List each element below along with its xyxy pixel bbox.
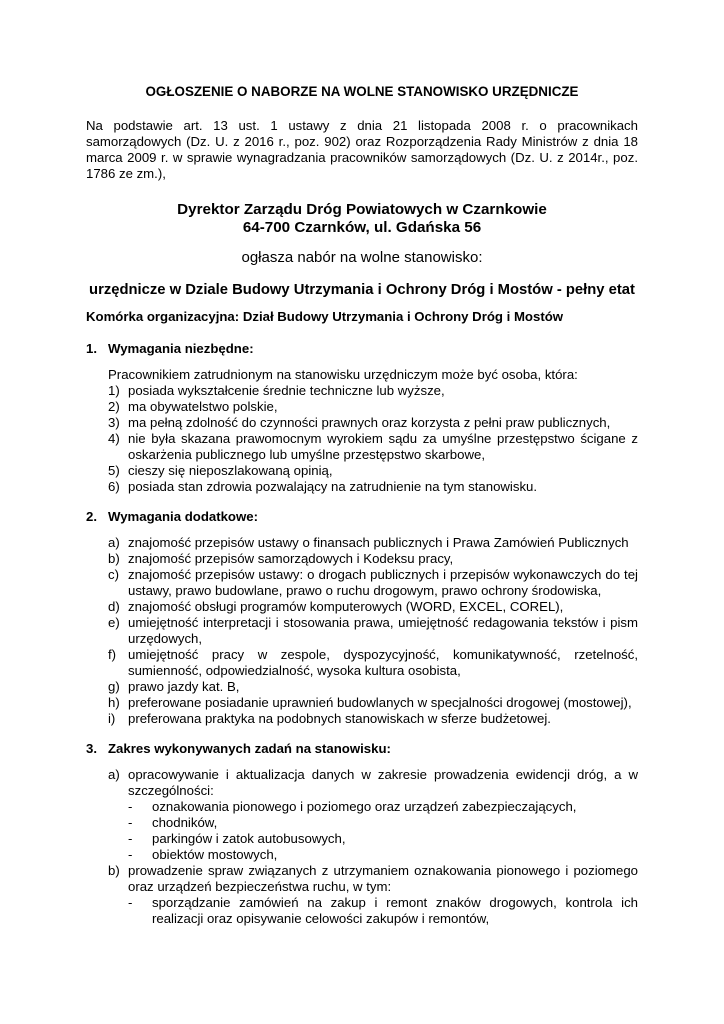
sub-list-item — [108, 815, 638, 831]
sub-list-item — [108, 847, 638, 863]
section-1-title: Wymagania niezbędne: — [108, 341, 254, 356]
list-item-text: ma pełną zdolność do czynności prawnych oraz korzysta z pełni praw publicznych, — [128, 415, 611, 430]
section-1-heading — [86, 341, 638, 357]
section-3-title: Zakres wykonywanych zadań na stanowisku: — [108, 741, 391, 756]
list-item — [108, 399, 638, 415]
list-item-text: ma obywatelstwo polskie, — [128, 399, 278, 414]
list-item — [108, 567, 638, 599]
position-title: urzędnicze w Dziale Budowy Utrzymania i Ochrony Dróg i Mostów - pełny etat — [89, 282, 635, 298]
list-marker: b) — [108, 551, 120, 566]
list-marker: 1) — [108, 383, 120, 398]
list-item — [108, 551, 638, 567]
sub-list-item-text: oznakowania pionowego i poziomego oraz urządzeń zabezpieczających, — [152, 799, 577, 814]
intro-paragraph: Na podstawie art. 13 ust. 1 ustawy z dnia 21 listopada 2008 r. o pracownikach samorządowych (Dz. U. z 2016 r., poz. 902) oraz Rozporządzenia Rady Ministrów z dnia 18 marca 2009 r. w sprawie wynagradzania pracowników samorządowych (Dz. U. z 2014r., poz. 1786 ze zm.), — [86, 118, 638, 181]
list-item — [108, 479, 638, 495]
list-item-text: preferowana praktyka na podobnych stanowiskach w sferze budżetowej. — [128, 711, 551, 726]
sub-list-item — [108, 895, 638, 927]
list-item-text: opracowywanie i aktualizacja danych w zakresie prowadzenia ewidencji dróg, a w szczególności: — [128, 767, 638, 798]
dash-marker: - — [128, 831, 133, 846]
director-block — [86, 201, 638, 237]
list-item — [108, 615, 638, 647]
sub-list-item — [108, 831, 638, 847]
dash-marker: - — [128, 799, 133, 814]
list-item — [108, 431, 638, 463]
list-marker: a) — [108, 767, 120, 782]
list-item-text: posiada wykształcenie średnie techniczne lub wyższe, — [128, 383, 445, 398]
list-item — [108, 647, 638, 679]
list-marker: 3) — [108, 415, 120, 430]
section-1-number: 1. — [86, 341, 97, 356]
list-item-text: prowadzenie spraw związanych z utrzymaniem oznakowania pionowego i poziomego oraz urządzeń bezpieczeństwa ruchu, w tym: — [128, 863, 638, 894]
list-marker: g) — [108, 679, 120, 694]
dash-marker: - — [128, 847, 133, 862]
list-item-text: znajomość przepisów ustawy: o drogach publicznych i przepisów wykonawczych do tej ustawy, prawo budowlane, prawo o ruchu drogowym, prawo ochrony środowiska, — [128, 567, 638, 598]
list-marker: 5) — [108, 463, 120, 478]
list-item-text: znajomość przepisów ustawy o finansach publicznych i Prawa Zamówień Publicznych — [128, 535, 629, 550]
list-item-text: umiejętność interpretacji i stosowania prawa, umiejętność redagowania tekstów i pism urzędowych, — [128, 615, 638, 646]
list-marker: 2) — [108, 399, 120, 414]
list-item — [108, 383, 638, 399]
announcement-line: ogłasza nabór na wolne stanowisko: — [241, 249, 483, 266]
list-item-text: posiada stan zdrowia pozwalający na zatrudnienie na tym stanowisku. — [128, 479, 538, 494]
list-item — [108, 695, 638, 711]
dash-marker: - — [128, 815, 133, 830]
sub-list-item-text: parkingów i zatok autobusowych, — [152, 831, 346, 846]
list-item-text: nie była skazana prawomocnym wyrokiem sądu za umyślne przestępstwo ścigane z oskarżenia publicznego lub umyślne przestępstwo skarbowe, — [128, 431, 638, 462]
sub-list-item-text: obiektów mostowych, — [152, 847, 278, 862]
sub-list-item-text: chodników, — [152, 815, 218, 830]
section-3-number: 3. — [86, 741, 97, 756]
list-marker: c) — [108, 567, 119, 582]
list-item-text: znajomość przepisów samorządowych i Kodeksu pracy, — [128, 551, 454, 566]
section-2-body — [86, 535, 638, 727]
list-marker: e) — [108, 615, 120, 630]
sub-list-item — [108, 799, 638, 815]
director-address: 64-700 Czarnków, ul. Gdańska 56 — [242, 219, 482, 236]
list-marker: h) — [108, 695, 120, 710]
section-1-body — [86, 367, 638, 495]
section-2-number: 2. — [86, 509, 97, 524]
list-item-text: znajomość obsługi programów komputerowych (WORD, EXCEL, COREL), — [128, 599, 564, 614]
list-item-text: prawo jazdy kat. B, — [128, 679, 240, 694]
section-2-heading — [86, 509, 638, 525]
director-name: Dyrektor Zarządu Dróg Powiatowych w Czarnkowie — [177, 201, 547, 218]
list-marker: b) — [108, 863, 120, 878]
list-marker: 4) — [108, 431, 120, 446]
section-3-heading — [86, 741, 638, 757]
list-marker: i) — [108, 711, 116, 726]
list-item — [108, 863, 638, 895]
sub-list-item-text: sporządzanie zamówień na zakup i remont znaków drogowych, kontrola ich realizacji oraz opisywanie celowości zakupów i remontów, — [152, 895, 638, 926]
list-item — [108, 767, 638, 799]
organizational-unit: Komórka organizacyjna: Dział Budowy Utrzymania i Ochrony Dróg i Mostów — [86, 309, 564, 324]
section-3-body — [86, 767, 638, 927]
document-title: OGŁOSZENIE O NABORZE NA WOLNE STANOWISKO URZĘDNICZE — [145, 84, 579, 99]
list-marker: d) — [108, 599, 120, 614]
section-1-lead: Pracownikiem zatrudnionym na stanowisku urzędniczym może być osoba, która: — [108, 367, 578, 382]
list-item — [108, 415, 638, 431]
list-item-text: cieszy się nieposzlakowaną opinią, — [128, 463, 333, 478]
list-marker: a) — [108, 535, 120, 550]
list-item-text: preferowane posiadanie uprawnień budowlanych w specjalności drogowej (mostowej), — [128, 695, 632, 710]
list-item — [108, 535, 638, 551]
list-marker: f) — [108, 647, 117, 662]
list-item — [108, 599, 638, 615]
list-marker: 6) — [108, 479, 120, 494]
list-item — [108, 679, 638, 695]
dash-marker: - — [128, 895, 133, 910]
list-item — [108, 463, 638, 479]
list-item — [108, 711, 638, 727]
list-item-text: umiejętność pracy w zespole, dyspozycyjność, komunikatywność, rzetelność, sumienność, odpowiedzialność, wysoka kultura osobista, — [128, 647, 638, 678]
section-2-title: Wymagania dodatkowe: — [108, 509, 258, 524]
